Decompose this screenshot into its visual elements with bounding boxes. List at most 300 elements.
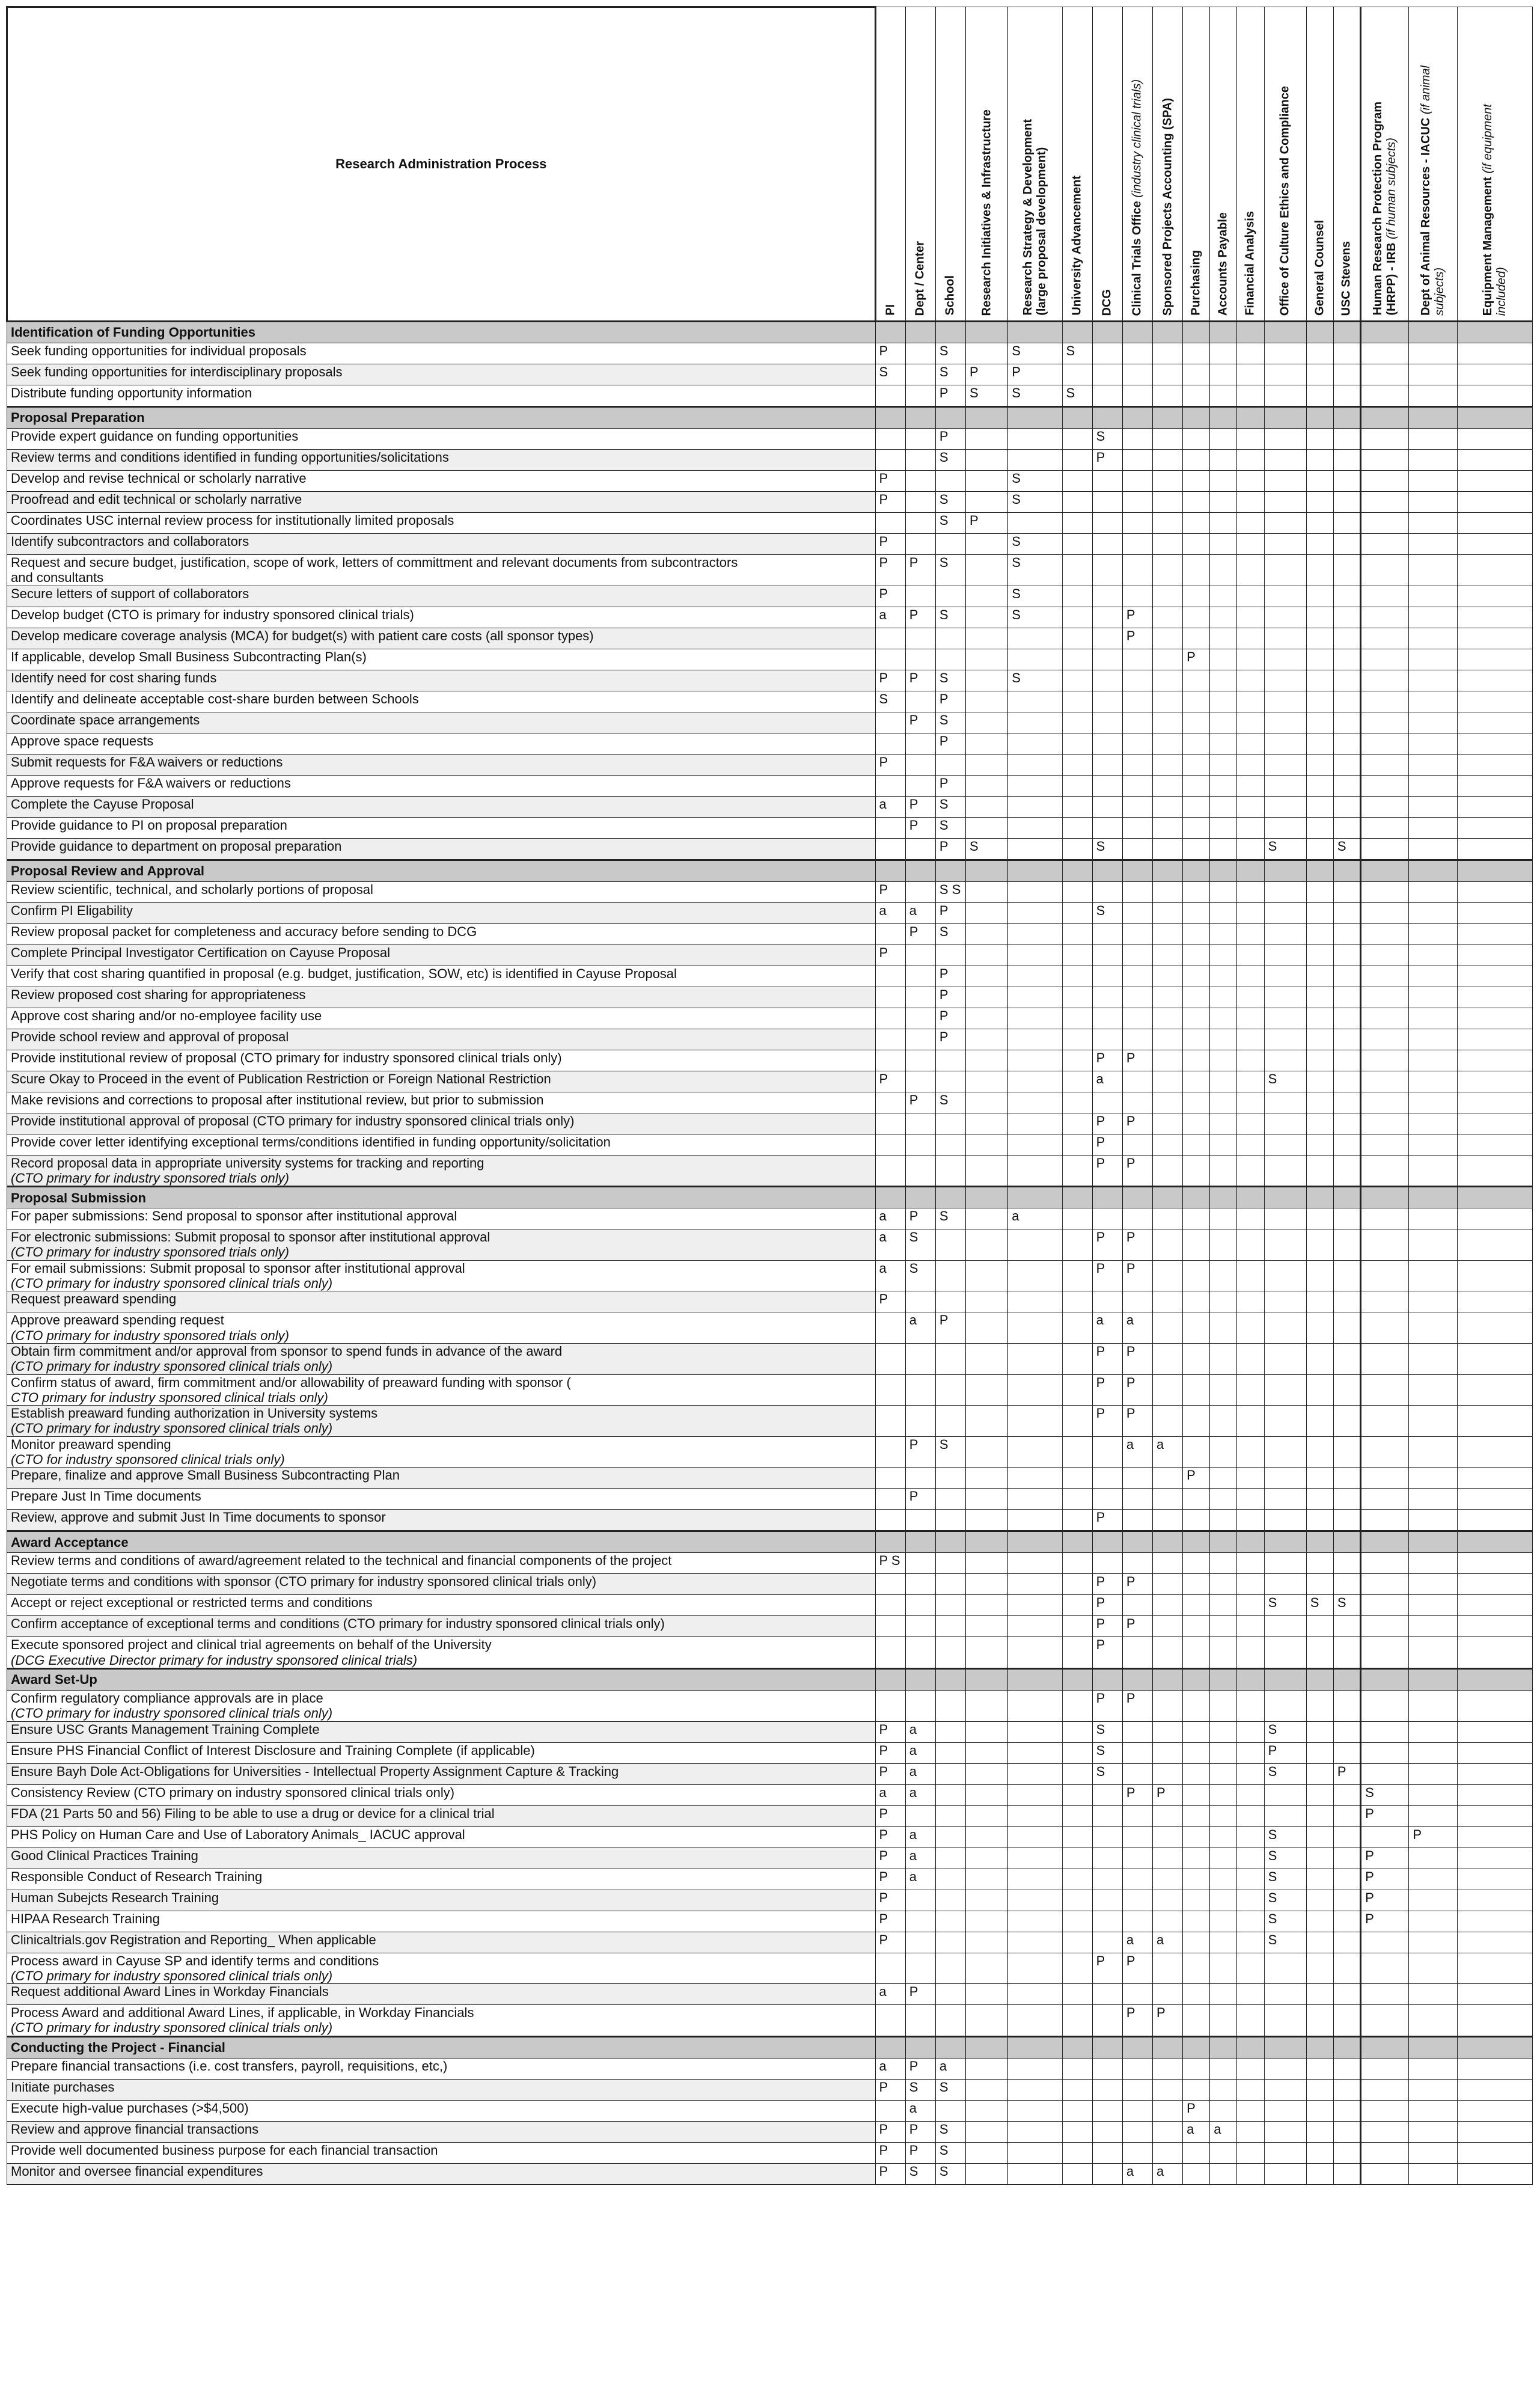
- role-cell: [1062, 670, 1092, 691]
- role-cell: S: [1264, 1932, 1306, 1953]
- section-fill-cell: [1092, 1187, 1122, 1208]
- role-cell: [1183, 902, 1210, 923]
- role-cell: [1264, 1574, 1306, 1595]
- section-fill-cell: [1210, 2036, 1237, 2058]
- process-text: Review proposal packet for completeness and accuracy before sending to DCG: [11, 923, 477, 939]
- role-cell: [1152, 754, 1182, 775]
- role-cell: [1122, 1763, 1152, 1784]
- role-cell: S: [1008, 555, 1062, 586]
- process-text: Review proposed cost sharing for appropriateness: [11, 987, 306, 1002]
- process-cell: [7, 1763, 876, 1784]
- role-cell: [1062, 1008, 1092, 1029]
- section-fill-cell: [1122, 1531, 1152, 1553]
- table-row: [7, 1553, 1533, 1574]
- role-cell: P: [935, 691, 965, 712]
- role-cell: [1457, 1312, 1532, 1344]
- process-text: Scure Okay to Proceed in the event of Publication Restriction or Foreign National Restriction: [11, 1071, 551, 1086]
- role-cell: [1008, 1260, 1062, 1291]
- role-cell: [1264, 1690, 1306, 1721]
- role-cell: [1210, 586, 1237, 607]
- role-cell: P: [875, 2079, 905, 2100]
- role-cell: [1333, 1848, 1360, 1869]
- role-cell: [1306, 817, 1333, 838]
- process-text: For electronic submissions: Submit proposal to sponsor after institutional approval: [11, 1229, 490, 1245]
- role-cell: [1237, 364, 1264, 385]
- role-cell: [1333, 1155, 1360, 1187]
- role-cell: [1409, 1574, 1457, 1595]
- process-text: Ensure USC Grants Management Training Complete: [11, 1721, 320, 1737]
- section-fill-cell: [1183, 1531, 1210, 1553]
- role-cell: [1333, 1869, 1360, 1890]
- section-fill-cell: [1152, 2036, 1182, 2058]
- role-cell: [1183, 1553, 1210, 1574]
- section-fill-cell: [1008, 2036, 1062, 2058]
- role-cell: [1152, 2121, 1182, 2142]
- role-cell: [1183, 754, 1210, 775]
- process-cell: [7, 2058, 876, 2079]
- section-fill-cell: [1237, 2036, 1264, 2058]
- role-cell: [1306, 1953, 1333, 1984]
- role-cell: [1306, 1489, 1333, 1510]
- role-cell: [1306, 2163, 1333, 2184]
- role-cell: [1237, 2058, 1264, 2079]
- role-cell: [1457, 1468, 1532, 1489]
- role-cell: [1008, 944, 1062, 966]
- role-cell: [1210, 628, 1237, 649]
- role-cell: [1306, 1092, 1333, 1113]
- role-cell: [1183, 1742, 1210, 1763]
- role-cell: P: [935, 385, 965, 407]
- role-cell: [1361, 1343, 1409, 1374]
- role-cell: [1306, 1869, 1333, 1890]
- table-row: [7, 987, 1533, 1008]
- role-cell: [1361, 2079, 1409, 2100]
- role-cell: [1152, 1721, 1182, 1742]
- role-cell: [966, 1826, 1008, 1848]
- column-header: [875, 7, 905, 322]
- role-cell: [1152, 1008, 1182, 1029]
- role-cell: [1210, 1291, 1237, 1312]
- role-cell: S: [1092, 1742, 1122, 1763]
- role-cell: [1062, 471, 1092, 492]
- role-cell: [1237, 1374, 1264, 1406]
- role-cell: [905, 1291, 935, 1312]
- table-row: [7, 1869, 1533, 1890]
- role-cell: [1062, 555, 1092, 586]
- role-cell: [1210, 1436, 1237, 1468]
- role-cell: [1333, 2005, 1360, 2037]
- process-cell: [7, 775, 876, 796]
- role-cell: [1237, 1869, 1264, 1890]
- role-cell: [1092, 754, 1122, 775]
- role-cell: [1062, 691, 1092, 712]
- role-cell: [1306, 691, 1333, 712]
- role-cell: [1152, 1510, 1182, 1531]
- role-cell: [1409, 1489, 1457, 1510]
- role-cell: [1183, 555, 1210, 586]
- role-cell: [1152, 775, 1182, 796]
- role-cell: [1409, 1134, 1457, 1155]
- section-fill-cell: [1183, 322, 1210, 343]
- role-cell: [1264, 343, 1306, 364]
- role-cell: [1183, 944, 1210, 966]
- role-cell: [1210, 944, 1237, 966]
- role-cell: [905, 1113, 935, 1134]
- process-text: Execute sponsored project and clinical trial agreements on behalf of the University: [11, 1637, 492, 1653]
- role-cell: [1210, 733, 1237, 754]
- role-cell: [875, 1595, 905, 1616]
- role-cell: P: [1361, 1869, 1409, 1890]
- role-cell: [1183, 1008, 1210, 1029]
- role-cell: [1062, 1826, 1092, 1848]
- role-cell: S: [905, 2079, 935, 2100]
- role-cell: [1183, 1826, 1210, 1848]
- role-cell: [875, 1953, 905, 1984]
- role-cell: [1409, 1848, 1457, 1869]
- section-fill-cell: [935, 322, 965, 343]
- role-cell: [1092, 1805, 1122, 1826]
- role-cell: a: [1122, 2163, 1152, 2184]
- role-cell: [1457, 691, 1532, 712]
- section-fill-cell: [1237, 1668, 1264, 1690]
- role-cell: [1183, 1869, 1210, 1890]
- role-cell: [1361, 471, 1409, 492]
- section-fill-cell: [1092, 860, 1122, 881]
- role-cell: P: [875, 1291, 905, 1312]
- role-cell: [1183, 1343, 1210, 1374]
- role-cell: [1062, 1984, 1092, 2005]
- section-fill-cell: [1306, 1668, 1333, 1690]
- role-cell: [1264, 1510, 1306, 1531]
- process-text: Obtain firm commitment and/or approval from sponsor to spend funds in advance of the award: [11, 1343, 563, 1359]
- process-cell: [7, 1932, 876, 1953]
- role-cell: [1210, 555, 1237, 586]
- role-cell: [1008, 1826, 1062, 1848]
- role-cell: [1008, 1890, 1062, 1911]
- role-cell: [1409, 385, 1457, 407]
- role-cell: [966, 2142, 1008, 2163]
- process-cell: [7, 670, 876, 691]
- process-text: Request preaward spending: [11, 1291, 177, 1307]
- role-cell: P: [935, 966, 965, 987]
- role-cell: S: [1306, 1595, 1333, 1616]
- role-cell: [1409, 586, 1457, 607]
- role-cell: [966, 1805, 1008, 1826]
- table-row: [7, 2163, 1533, 2184]
- role-cell: [1183, 881, 1210, 902]
- role-cell: [1361, 2121, 1409, 2142]
- process-text: Monitor preaward spending: [11, 1436, 171, 1452]
- role-cell: [1237, 1343, 1264, 1374]
- role-cell: [1333, 1953, 1360, 1984]
- role-cell: [1062, 1208, 1092, 1229]
- role-cell: S: [935, 513, 965, 534]
- role-cell: [1306, 513, 1333, 534]
- role-cell: [1183, 450, 1210, 471]
- process-note: (CTO primary for industry sponsored clinical trials only): [11, 1359, 333, 1374]
- process-note: (DCG Executive Director primary for industry sponsored clinical trials): [11, 1652, 418, 1668]
- process-text: Seek funding opportunities for interdisciplinary proposals: [11, 364, 343, 379]
- role-cell: [1210, 2079, 1237, 2100]
- role-cell: [1264, 1553, 1306, 1574]
- role-cell: [1008, 1134, 1062, 1155]
- section-fill-cell: [1008, 1187, 1062, 1208]
- table-row: [7, 1690, 1533, 1721]
- role-cell: [1457, 1553, 1532, 1574]
- role-cell: [1237, 670, 1264, 691]
- role-cell: [1152, 1553, 1182, 1574]
- role-cell: [966, 1436, 1008, 1468]
- role-cell: [1183, 1890, 1210, 1911]
- process-text: Approve cost sharing and/or no-employee facility use: [11, 1008, 322, 1023]
- section-fill-cell: [1008, 407, 1062, 429]
- section-fill-cell: [966, 1668, 1008, 1690]
- role-cell: P: [1361, 1890, 1409, 1911]
- role-cell: [1152, 1208, 1182, 1229]
- section-fill-cell: [935, 407, 965, 429]
- role-cell: S: [1264, 1071, 1306, 1092]
- role-cell: [1008, 838, 1062, 860]
- role-cell: [966, 1553, 1008, 1574]
- role-cell: [1062, 1071, 1092, 1092]
- section-fill-cell: [1457, 322, 1532, 343]
- role-cell: [1361, 796, 1409, 817]
- section-fill-cell: [1457, 860, 1532, 881]
- role-cell: [905, 364, 935, 385]
- role-cell: [875, 1050, 905, 1071]
- role-cell: [1008, 1763, 1062, 1784]
- role-cell: [1457, 1406, 1532, 1437]
- role-cell: S: [1008, 385, 1062, 407]
- section-fill-cell: [935, 2036, 965, 2058]
- section-fill-cell: [1361, 322, 1409, 343]
- role-cell: [1264, 2100, 1306, 2121]
- role-cell: [966, 429, 1008, 450]
- role-cell: [1062, 429, 1092, 450]
- role-cell: [1183, 1953, 1210, 1984]
- column-label: Office of Culture Ethics and Compliance: [1278, 85, 1292, 316]
- role-cell: a: [1092, 1071, 1122, 1092]
- role-cell: P: [1122, 1616, 1152, 1637]
- role-cell: P: [1092, 1155, 1122, 1187]
- role-cell: [1183, 471, 1210, 492]
- role-cell: S: [935, 343, 965, 364]
- role-cell: [1152, 1050, 1182, 1071]
- role-cell: [1237, 555, 1264, 586]
- section-fill-cell: [1237, 1187, 1264, 1208]
- section-fill-cell: [1062, 860, 1092, 881]
- role-cell: [1409, 607, 1457, 628]
- role-cell: [1333, 1071, 1360, 1092]
- role-cell: [1152, 1029, 1182, 1050]
- role-cell: [1409, 733, 1457, 754]
- role-cell: [1237, 513, 1264, 534]
- column-label: Human Research Protection Program (HRPP) - IRB: [1371, 102, 1399, 316]
- role-cell: P: [905, 2142, 935, 2163]
- role-cell: P: [1361, 1805, 1409, 1826]
- role-cell: P: [1122, 1229, 1152, 1261]
- role-cell: [875, 1616, 905, 1637]
- role-cell: [1062, 1574, 1092, 1595]
- role-cell: [1210, 1890, 1237, 1911]
- column-header: [1237, 7, 1264, 322]
- process-cell: [7, 1805, 876, 1826]
- role-cell: [1409, 775, 1457, 796]
- role-cell: [1210, 712, 1237, 733]
- role-cell: [1409, 1029, 1457, 1050]
- process-text: Prepare financial transactions (i.e. cost transfers, payroll, requisitions, etc,): [11, 2058, 448, 2074]
- section-fill-cell: [1306, 1187, 1333, 1208]
- role-cell: [905, 754, 935, 775]
- role-cell: [966, 775, 1008, 796]
- role-cell: [1122, 1008, 1152, 1029]
- role-cell: [966, 1468, 1008, 1489]
- role-cell: [1122, 1911, 1152, 1932]
- role-cell: [1062, 628, 1092, 649]
- role-cell: [1409, 2079, 1457, 2100]
- role-cell: [875, 838, 905, 860]
- role-cell: [1183, 385, 1210, 407]
- role-cell: [966, 754, 1008, 775]
- column-header-label: [1244, 211, 1257, 316]
- table-row: [7, 838, 1533, 860]
- role-cell: [1237, 628, 1264, 649]
- role-cell: [1152, 966, 1182, 987]
- table-row: [7, 1208, 1533, 1229]
- section-fill-cell: [1092, 1668, 1122, 1690]
- process-text: Execute high-value purchases (>$4,500): [11, 2100, 249, 2116]
- role-cell: [1237, 1932, 1264, 1953]
- role-cell: [1210, 1008, 1237, 1029]
- column-header-label: [1101, 289, 1114, 316]
- role-cell: P: [875, 555, 905, 586]
- column-header: [1122, 7, 1152, 322]
- role-cell: [1306, 987, 1333, 1008]
- role-cell: [1152, 1574, 1182, 1595]
- role-cell: [1062, 1050, 1092, 1071]
- role-cell: P: [875, 670, 905, 691]
- table-row: [7, 1468, 1533, 1489]
- role-cell: [1457, 1260, 1532, 1291]
- role-cell: [1306, 1374, 1333, 1406]
- role-cell: P: [1092, 1343, 1122, 1374]
- role-cell: [966, 492, 1008, 513]
- role-cell: [1264, 1637, 1306, 1669]
- raci-table: [6, 6, 1533, 2185]
- role-cell: [1457, 1029, 1532, 1050]
- role-cell: [1092, 1092, 1122, 1113]
- role-cell: [1264, 1312, 1306, 1344]
- role-cell: [1062, 1721, 1092, 1742]
- role-cell: [1333, 1113, 1360, 1134]
- role-cell: [1062, 1510, 1092, 1531]
- role-cell: [1210, 987, 1237, 1008]
- role-cell: [1210, 1553, 1237, 1574]
- role-cell: [905, 881, 935, 902]
- role-cell: P: [905, 796, 935, 817]
- process-text: Monitor and oversee financial expenditures: [11, 2163, 263, 2179]
- section-fill-cell: [1122, 860, 1152, 881]
- role-cell: [875, 1510, 905, 1531]
- role-cell: [1457, 1848, 1532, 1869]
- role-cell: [1092, 2005, 1122, 2037]
- role-cell: [1008, 1312, 1062, 1344]
- process-text: Provide school review and approval of proposal: [11, 1029, 289, 1044]
- role-cell: [1183, 1932, 1210, 1953]
- section-header-row: [7, 407, 1533, 429]
- role-cell: [1210, 1595, 1237, 1616]
- role-cell: [1306, 1134, 1333, 1155]
- role-cell: P: [875, 1932, 905, 1953]
- role-cell: [1306, 385, 1333, 407]
- role-cell: S: [1008, 607, 1062, 628]
- role-cell: [1210, 1208, 1237, 1229]
- role-cell: [1237, 534, 1264, 555]
- role-cell: [966, 628, 1008, 649]
- role-cell: [1457, 1155, 1532, 1187]
- role-cell: [1183, 2142, 1210, 2163]
- role-cell: [1062, 966, 1092, 987]
- process-text: Review, approve and submit Just In Time documents to sponsor: [11, 1510, 386, 1525]
- role-cell: [935, 2005, 965, 2037]
- role-cell: [1306, 1468, 1333, 1489]
- section-title: Award Set-Up: [7, 1668, 876, 1690]
- role-cell: a: [1122, 1312, 1152, 1344]
- role-cell: [1152, 1343, 1182, 1374]
- role-cell: P: [905, 1489, 935, 1510]
- role-cell: [1264, 902, 1306, 923]
- role-cell: [1409, 2142, 1457, 2163]
- role-cell: [1008, 1468, 1062, 1489]
- section-fill-cell: [905, 1531, 935, 1553]
- role-cell: [1210, 2100, 1237, 2121]
- role-cell: [966, 987, 1008, 1008]
- role-cell: [1264, 923, 1306, 944]
- role-cell: [1008, 1050, 1062, 1071]
- role-cell: [1409, 1721, 1457, 1742]
- role-cell: [1210, 492, 1237, 513]
- process-cell: [7, 492, 876, 513]
- process-cell: [7, 1008, 876, 1029]
- role-cell: S: [935, 796, 965, 817]
- role-cell: [1409, 1436, 1457, 1468]
- role-cell: [875, 450, 905, 471]
- role-cell: [1008, 1008, 1062, 1029]
- role-cell: [1210, 1312, 1237, 1344]
- role-cell: [1409, 1595, 1457, 1616]
- role-cell: [1457, 628, 1532, 649]
- role-cell: a: [1122, 1436, 1152, 1468]
- role-cell: P: [875, 1742, 905, 1763]
- role-cell: [875, 1690, 905, 1721]
- role-cell: [1210, 691, 1237, 712]
- role-cell: [1237, 1637, 1264, 1669]
- role-cell: [1122, 1468, 1152, 1489]
- role-cell: [935, 1291, 965, 1312]
- role-cell: S: [935, 607, 965, 628]
- section-fill-cell: [875, 1531, 905, 1553]
- role-cell: [1457, 649, 1532, 670]
- role-cell: [966, 1953, 1008, 1984]
- section-fill-cell: [1008, 1531, 1062, 1553]
- role-cell: P: [875, 1071, 905, 1092]
- role-cell: [1333, 733, 1360, 754]
- process-note: CTO primary for industry sponsored clinical trials only): [11, 1389, 328, 1405]
- role-cell: [1183, 1510, 1210, 1531]
- role-cell: [1361, 1050, 1409, 1071]
- role-cell: [966, 1721, 1008, 1742]
- role-cell: [1457, 385, 1532, 407]
